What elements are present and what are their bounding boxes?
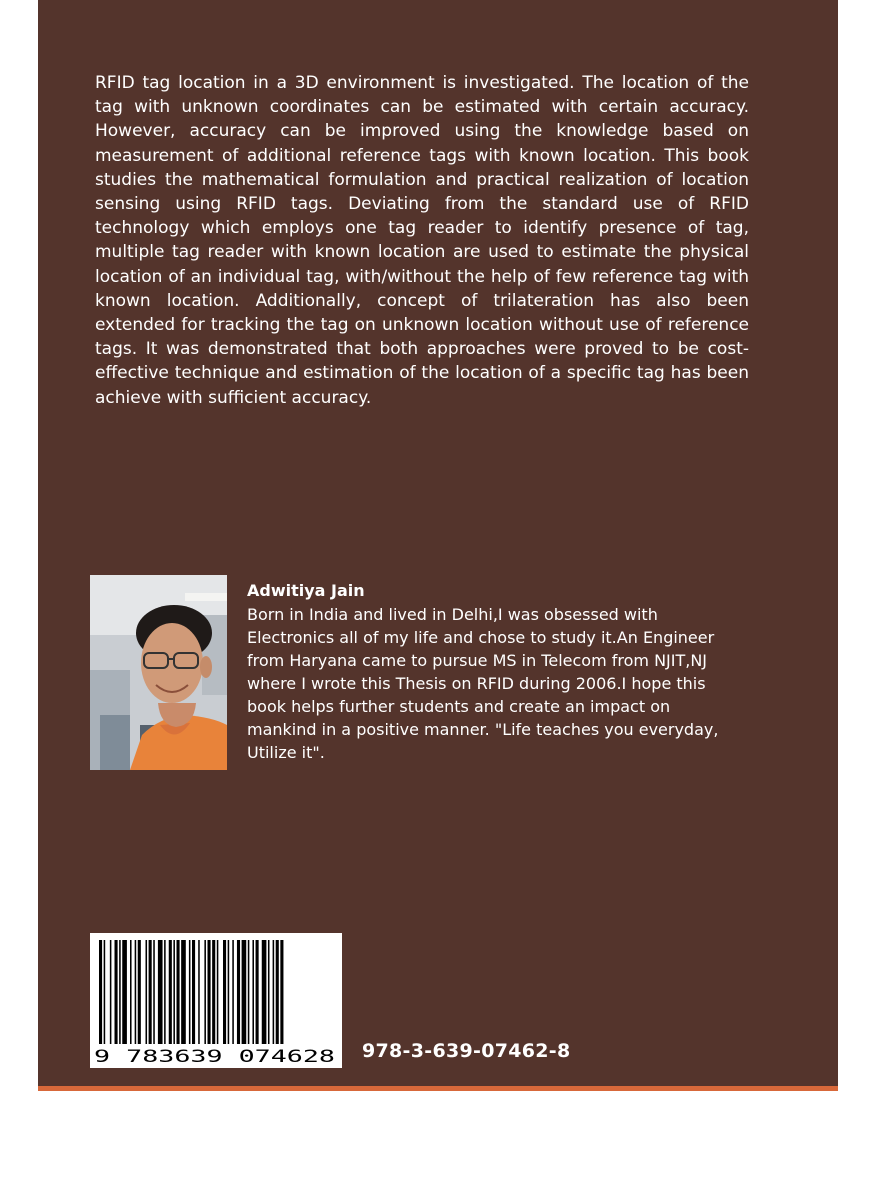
barcode-bar xyxy=(192,940,195,1044)
barcode-bar xyxy=(198,940,200,1044)
barcode-bar xyxy=(268,940,270,1044)
barcode-bar xyxy=(99,940,102,1044)
barcode-bar xyxy=(177,940,180,1044)
barcode-bar xyxy=(135,940,137,1044)
author-photo xyxy=(90,575,227,770)
barcode xyxy=(90,933,342,1068)
barcode-bar xyxy=(158,940,163,1044)
barcode-bar xyxy=(208,940,211,1044)
barcode-bar xyxy=(223,940,226,1044)
barcode-bar xyxy=(280,940,283,1044)
barcode-bar xyxy=(173,940,175,1044)
barcode-bar xyxy=(181,940,186,1044)
barcode-bar xyxy=(242,940,247,1044)
barcode-bar xyxy=(276,940,279,1044)
barcode-bar xyxy=(110,940,112,1044)
barcode-bar xyxy=(169,940,172,1044)
barcode-bar xyxy=(262,940,267,1044)
barcode-bar xyxy=(130,940,132,1044)
author-bio: Born in India and lived in Delhi,I was obsessed with Electronics all of my life and chose to study it.An Engineer from Haryana came to pursue MS in Telecom from NJIT,NJ where I wrote this Thesis on RFID during 2006.I hope this book helps further students and create an impact on mankind in a positive manner. "Life teaches you everyday, Utilize it". xyxy=(247,605,719,762)
barcode-bar xyxy=(204,940,206,1044)
barcode-bar xyxy=(252,940,254,1044)
barcode-bar xyxy=(119,940,121,1044)
barcode-bar xyxy=(189,940,191,1044)
barcode-bar xyxy=(228,940,230,1044)
barcode-digits: 9 783639 074628 xyxy=(94,1047,335,1067)
barcode-bar xyxy=(232,940,234,1044)
barcode-bar xyxy=(273,940,275,1044)
barcode-bar xyxy=(256,940,259,1044)
book-description: RFID tag location in a 3D environment is investigated. The location of the tag with unknown coordinates can be estimated with certain accuracy. However, accuracy can be improved using the knowledge based on measurement of additional reference tags with known location. This book studies the mathematical formulation and practical realization of location sensing using RFID tags. Deviating from the standard use of RFID technology which employs one tag reader to identify presence of tag, multiple tag reader with known location are used to estimate the physical location of an individual tag, with/without the help of few reference tag with known location. Additionally, concept of trilateration has also been extended for tracking the tag on unknown location without use of reference tags. It was demonstrated that both approaches were proved to be cost-effective technique and estimation of the location of a specific tag has been achieve with sufficient accuracy. xyxy=(95,73,749,408)
barcode-bar xyxy=(164,940,166,1044)
barcode-bar xyxy=(138,940,141,1044)
barcode-bar xyxy=(217,940,219,1044)
author-name: Adwitiya Jain xyxy=(247,581,365,600)
barcode-bar xyxy=(153,940,155,1044)
barcode-bar xyxy=(212,940,215,1044)
barcode-bar xyxy=(237,940,240,1044)
barcode-bar xyxy=(248,940,250,1044)
barcode-bar xyxy=(149,940,152,1044)
barcode-bar xyxy=(115,940,118,1044)
isbn-number: 978-3-639-07462-8 xyxy=(362,1040,571,1062)
barcode-bar xyxy=(104,940,106,1044)
cover-bottom-stripe xyxy=(38,1086,838,1091)
barcode-bar xyxy=(122,940,127,1044)
barcode-bar xyxy=(146,940,148,1044)
